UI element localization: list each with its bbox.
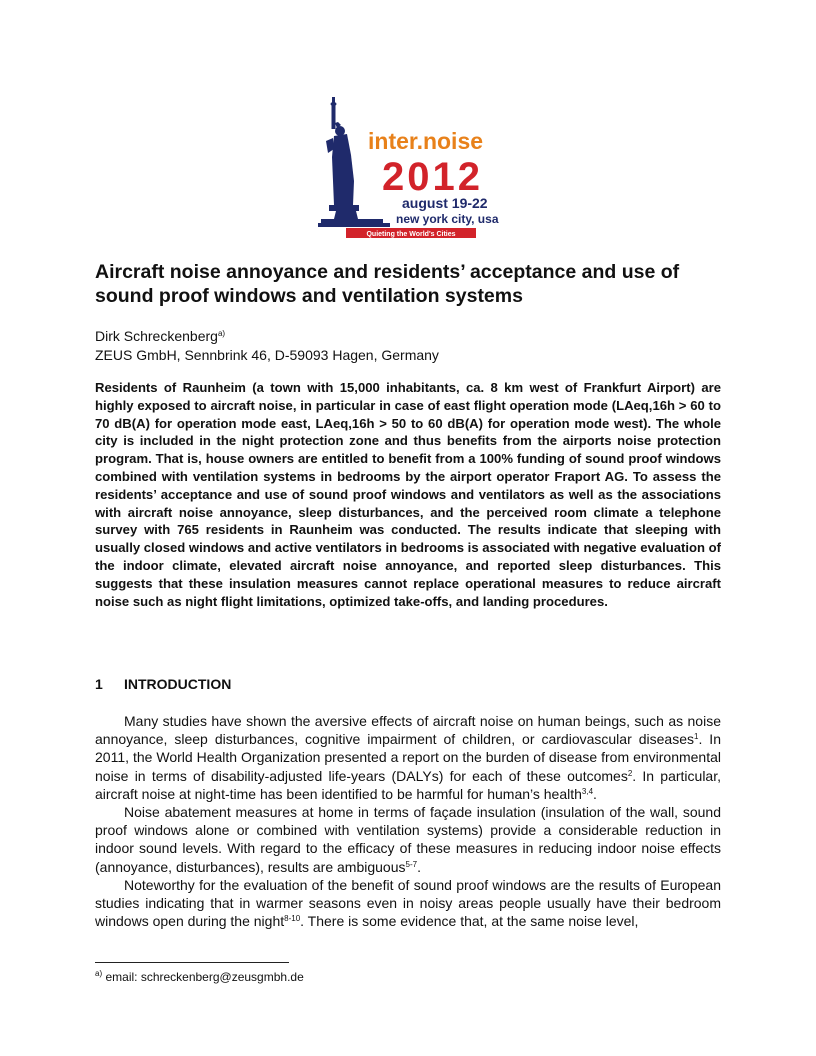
paragraph-3 (95, 876, 721, 931)
conference-logo (318, 97, 506, 239)
citation: 2 (627, 768, 633, 778)
section-heading (95, 676, 231, 692)
paragraph-text: Noise abatement measures at home in terms of façade insulation (insulation of the wall, sound proof windows alone or combined with ventilation systems) provide a considerable reduction in indoor sound levels. With regard to the efficacy of these measures in reducing indoor noise effects (annoyance, disturbances), results are ambiguous (95, 804, 721, 875)
citation: 3,4 (581, 786, 594, 796)
footnote-mark: a) (95, 969, 103, 978)
logo-tagline: Quieting the World's Cities (366, 231, 456, 238)
footnote-divider (95, 962, 289, 963)
paragraph-text: . (593, 785, 597, 802)
citation: 8-10 (284, 914, 301, 924)
paragraph-text: . (417, 858, 421, 875)
section-number: 1 (95, 676, 103, 692)
author-mark: a) (217, 329, 226, 338)
section-title: INTRODUCTION (124, 676, 232, 692)
citation: 1 (693, 732, 699, 742)
paragraph-text: . There is some evidence that, at the same noise level, (300, 913, 639, 930)
footnote-email[interactable]: email: schreckenberg@zeusgmbh.de (105, 970, 304, 984)
paragraph-2 (95, 803, 721, 876)
logo-year: 2012 (382, 155, 483, 199)
logo-dates: august 19-22 (402, 195, 488, 211)
statue-of-liberty-icon (318, 97, 390, 227)
logo-city: new york city, usa (396, 212, 499, 226)
paragraph-text: . In 2011, the World Health Organization presented a report on the burden of disease from environmental noise in terms of disability-adjusted life-years (DALYs) for each of these outcomes (95, 731, 721, 784)
author-affiliation: ZEUS GmbH, Sennbrink 46, D-59093 Hagen, Germany (95, 347, 439, 363)
paragraph-text: Many studies have shown the aversive effects of aircraft noise on human beings, such as noise annoyance, sleep disturbances, cognitive impairment of children, or cardiovascular diseases (95, 713, 721, 748)
paragraph-text: . In particular, aircraft noise at night-time has been identified to be harmful for human’s health (95, 767, 722, 802)
abstract: Residents of Raunheim (a town with 15,000 inhabitants, ca. 8 km west of Frankfurt Airport) are highly exposed to aircraft noise, in particular in case of east flight operation mode (LAeq,16h > 60 to 70 dB(A) for operation mode east, LAeq,16h > 50 to 60 dB(A) for operation mode west). The whole city is included in the night protection zone and thus benefits from the airports noise protection program. That is, house owners are entitled to benefit from a 100% funding of sound proof windows combined with ventilation systems in bedrooms by the airport operator Fraport AG. To assess the residents’ acceptance and use of sound proof windows and ventilators as well as the associations with aircraft noise annoyance, sleep disturbances, and the perceived room climate a telephone survey with 765 residents in Raunheim was conducted. The results indicate that sleeping with usually closed windows and active ventilators in bedrooms is associated with negative evaluation of the indoor climate, elevated aircraft noise annoyance, and reported sleep disturbances. This suggests that these insulation measures cannot replace operational measures to reduce aircraft noise such as night flight limitations, optimized take-offs, and landing procedures. (95, 380, 721, 609)
author-name: Dirk Schreckenberg (95, 328, 218, 344)
paragraph-1 (95, 712, 721, 803)
paragraph-text: Noteworthy for the evaluation of the benefit of sound proof windows are the results of European studies indicating that in warmer seasons even in noisy areas people usually have their bedroom windows open during the night (95, 876, 721, 930)
footnote (95, 970, 304, 985)
citation: 5-7 (405, 859, 418, 869)
paper-title: Aircraft noise annoyance and residents’ acceptance and use of sound proof windows and ventilation systems (95, 261, 680, 307)
logo-name: inter.noise (368, 128, 484, 154)
author-block (95, 327, 439, 365)
introduction-body (95, 712, 721, 930)
